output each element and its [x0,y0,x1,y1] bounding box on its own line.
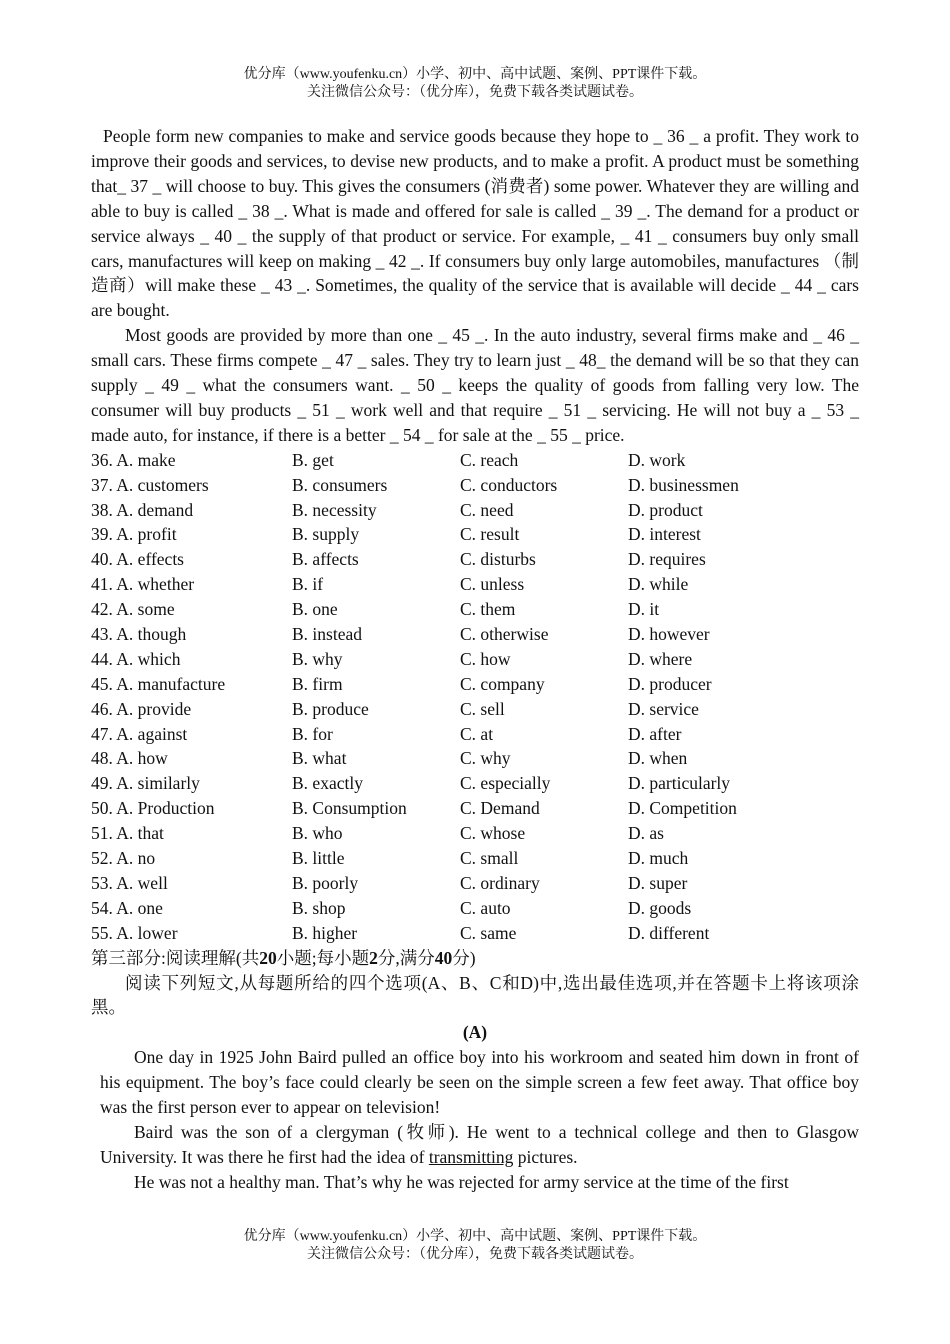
option-c: C. company [460,673,545,694]
option-b: B. shop [292,897,346,918]
option-d: D. super [628,872,688,893]
option-c: C. at [460,723,494,744]
page-footer [0,1228,950,1264]
option-c: C. auto [460,897,511,918]
part-title-count: 20 [259,947,277,968]
option-row-53 [91,871,859,896]
option-row-45 [91,672,859,697]
underlined-word: transmitting [428,1146,514,1167]
option-c: C. same [460,922,517,943]
option-b: B. if [292,574,324,595]
option-row-55 [91,921,859,946]
option-c: C. need [460,499,514,520]
cloze-paragraph-2: Most goods are provided by more than one _ 45 _. In the auto industry, several firms make and _ 46 _ small cars. These firms compete _ 47 _ sales. They try to learn just _ 48_ the demand will be so that they can supply _ 49 _ what the consumers want. _ 50 _ keeps the quality of goods from falling very low. The consumer will buy products _ 51 _ work well and that require _ 51 _ servicing. He will not buy a _ 53 _ made auto, for instance, if there is a better _ 54 _ for sale at the _ 55 _ price. [91,325,859,445]
option-a: 36. A. make [91,449,176,470]
option-d: D. as [628,823,664,844]
option-b: B. produce [292,698,369,719]
option-a: 49. A. similarly [91,773,200,794]
option-d: D. different [628,922,710,943]
option-b: B. higher [292,922,358,943]
option-b: B. Consumption [292,798,407,819]
header-line-1: 优分库（www.youfenku.cn）小学、初中、高中试题、案例、PPT课件下载。 [243,67,707,82]
option-b: B. for [292,723,333,744]
option-b: B. affects [292,549,359,570]
option-b: B. supply [292,524,360,545]
option-a: 47. A. against [91,723,188,744]
part-title-text-2: 小题;每小题 [276,947,370,968]
option-a: 51. A. that [91,823,164,844]
option-a: 43. A. though [91,624,187,645]
option-c: C. Demand [460,798,540,819]
option-b: B. poorly [292,872,359,893]
options-list [91,448,859,946]
option-row-49 [91,771,859,796]
option-d: D. much [628,848,689,869]
option-a: 48. A. how [91,748,168,769]
page-content [91,124,859,1195]
option-c: C. how [460,648,511,669]
option-d: D. where [628,648,693,669]
option-c: C. whose [460,823,526,844]
option-d: D. Competition [628,798,737,819]
part-title-total: 40 [434,947,453,968]
passage-a-p2-after: pictures. [513,1146,578,1167]
option-a: 55. A. lower [91,922,178,943]
passage-a [91,1045,859,1194]
passage-a-p2-before: Baird was the son of a clergyman (牧师). He went to a technical college and then to Glasgow University. It was there he first had the idea of [100,1121,859,1167]
option-a: 42. A. some [91,599,175,620]
option-a: 41. A. whether [91,574,195,595]
option-c: C. unless [460,574,525,595]
option-b: B. why [292,648,343,669]
option-d: D. however [628,624,710,645]
option-row-47 [91,722,859,747]
option-d: D. while [628,574,689,595]
passage-a-paragraph-3: He was not a healthy man. That’s why he was rejected for army service at the time of the first [134,1171,789,1192]
part-three-title [91,946,859,971]
option-d: D. goods [628,897,692,918]
option-a: 52. A. no [91,848,156,869]
option-b: B. firm [292,673,343,694]
option-b: B. necessity [292,499,377,520]
option-row-39 [91,522,859,547]
option-a: 54. A. one [91,897,163,918]
option-row-43 [91,622,859,647]
option-a: 38. A. demand [91,499,194,520]
part-three-instruction: 阅读下列短文,从每题所给的四个选项(A、B、C和D)中,选出最佳选项,并在答题卡上将该项涂黑。 [91,972,859,1018]
option-row-37 [91,473,859,498]
option-row-38 [91,498,859,523]
option-d: D. requires [628,549,706,570]
passage-a-paragraph-1: One day in 1925 John Baird pulled an office boy into his workroom and seated him down in front of his equipment. The boy’s face could clearly be seen on the simple screen a few feet away. That office boy was the first person ever to appear on television! [100,1047,859,1118]
option-d: D. interest [628,524,701,545]
option-d: D. work [628,449,686,470]
option-c: C. ordinary [460,872,540,893]
option-c: C. sell [460,698,505,719]
option-a: 45. A. manufacture [91,673,226,694]
option-row-36 [91,448,859,473]
option-b: B. who [292,823,343,844]
option-a: 39. A. profit [91,524,177,545]
option-a: 40. A. effects [91,549,184,570]
option-row-46 [91,697,859,722]
option-d: D. product [628,499,703,520]
option-d: D. particularly [628,773,731,794]
option-b: B. instead [292,624,362,645]
option-d: D. businessmen [628,474,739,495]
option-b: B. consumers [292,474,388,495]
cloze-paragraph-1: People form new companies to make and service goods because they hope to _ 36 _ a profit. They work to improve their goods and services, to devise new products, and to make a profit. A product must be something that_ 37 _ will choose to buy. This gives the consumers (消费者) some power. Whatever they are willing and able to buy is called _ 38 _. What is made and offered for sale is called _ 39 _. The demand for a product or service always _ 40 _ the supply of that product or service. For example, _ 41 _ consumers buy only small cars, manufactures will keep on making _ 42 _. If consumers buy only large automobiles, manufactures （制造商）will make these _ 43 _. Sometimes, the quality of the service that is available will decide _ 44 _ cars are bought. [91,126,859,321]
option-b: B. get [292,449,334,470]
option-d: D. after [628,723,682,744]
option-a: 46. A. provide [91,698,192,719]
option-row-54 [91,896,859,921]
option-row-40 [91,547,859,572]
part-title-points: 2 [369,947,378,968]
footer-line-2: 关注微信公众号：（优分库），免费下载各类试题试卷。 [307,1247,643,1262]
part-title-text-1: 第三部分:阅读理解(共 [91,947,260,968]
option-c: C. small [460,848,519,869]
passage-a-paragraph-2 [100,1120,859,1170]
option-row-52 [91,846,859,871]
option-b: B. what [292,748,347,769]
option-b: B. exactly [292,773,363,794]
passage-a-label: (A) [462,1022,488,1043]
option-row-44 [91,647,859,672]
part-title-text-4: 分) [452,947,476,968]
header-line-2: 关注微信公众号：（优分库），免费下载各类试题试卷。 [307,85,643,100]
option-c: C. why [460,748,511,769]
option-a: 37. A. customers [91,474,209,495]
option-row-48 [91,746,859,771]
option-a: 53. A. well [91,872,168,893]
option-row-41 [91,572,859,597]
option-b: B. little [292,848,345,869]
option-c: C. them [460,599,516,620]
option-c: C. result [460,524,520,545]
option-row-50 [91,796,859,821]
option-a: 50. A. Production [91,798,215,819]
part-title-text-3: 分,满分 [377,947,435,968]
option-d: D. producer [628,673,712,694]
option-d: D. when [628,748,688,769]
option-c: C. otherwise [460,624,549,645]
option-c: C. disturbs [460,549,536,570]
option-c: C. conductors [460,474,558,495]
option-d: D. service [628,698,699,719]
option-c: C. especially [460,773,551,794]
option-c: C. reach [460,449,519,470]
footer-line-1: 优分库（www.youfenku.cn）小学、初中、高中试题、案例、PPT课件下载。 [243,1229,707,1244]
option-row-42 [91,597,859,622]
option-d: D. it [628,599,660,620]
option-a: 44. A. which [91,648,181,669]
page-header [0,66,950,102]
option-b: B. one [292,599,338,620]
option-row-51 [91,821,859,846]
